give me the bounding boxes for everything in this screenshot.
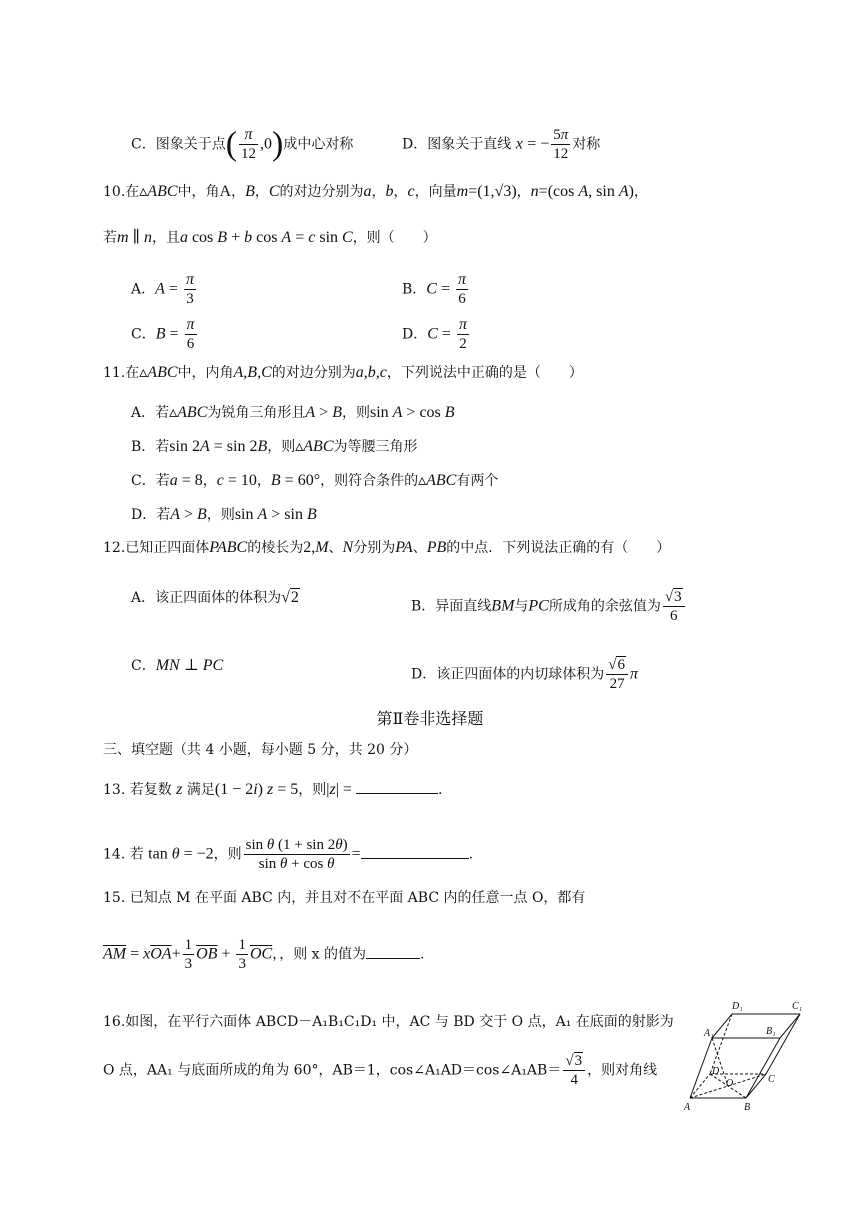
- q16-line1: 16.如图，在平行六面体 ABCD－A₁B₁C₁D₁ 中，AC 与 BD 交于 O 点，A₁ 在底面的射影为: [103, 1014, 674, 1030]
- label-b1: B₁: [766, 1026, 776, 1037]
- q10-option-d: D．C = $\frac{\pi}{2}$: [402, 316, 467, 352]
- parallelepiped-figure: [682, 996, 812, 1120]
- label-a: A: [684, 1102, 691, 1113]
- section-title: 第Ⅱ卷非选择题: [376, 709, 484, 728]
- q16-line2: O 点，AA₁ 与底面所成的角为 60°，AB＝1，cos∠A₁AD＝cos∠A₁AB＝ $\frac{√3}{4}$ ，则对角线: [103, 1053, 658, 1088]
- q12-option-d: D．该正四面体的内切球体积为 $\frac{√6}{27}$ π: [411, 657, 638, 692]
- q9-option-c: C．图象关于点( $\frac{\pi}{12}$ ,0)成中心对称: [131, 125, 354, 163]
- label-d1: D₁: [732, 1001, 743, 1012]
- label-c: C: [768, 1074, 775, 1085]
- q12-option-c: C．MN ⊥ PC: [131, 657, 224, 674]
- q11-option-b: B．若sin 2A = sin 2B，则▵ABC为等腰三角形: [131, 438, 418, 455]
- q10-condition: 若m ∥ n，且a cos B + b cos A = c sin C，则（ ）: [103, 229, 437, 246]
- q10-option-b: B．C = $\frac{\pi}{6}$: [402, 271, 467, 307]
- label-c1: C₁: [792, 1001, 803, 1012]
- q11-option-d: D．若A > B，则sin A > sin B: [131, 506, 317, 523]
- q15-equation: $\overline{AM} = x\overline{OA}+$ $\frac{1}{3}$ $\overline{OB}$ + $\frac{1}{3}$ $\overline{OC}$，，则 x 的值为 .: [103, 937, 425, 972]
- q12-option-a: A．该正四面体的体积为√2: [131, 589, 299, 606]
- label-d: D: [712, 1066, 720, 1077]
- fill-in-heading: 三、填空题（共 4 小题，每小题 5 分，共 20 分）: [103, 742, 418, 758]
- q13: 13. 若复数 z 满足(1 − 2i) z = 5，则|z| = .: [103, 781, 443, 798]
- label-o: O: [726, 1078, 734, 1089]
- label-a1: A₁: [704, 1028, 714, 1039]
- q10-stem: 10.在▵ABC中，角A，B，C的对边分别为a，b，c，向量m=(1,√3)，n=(cos A, sin A)，: [103, 183, 648, 200]
- q12-stem: 12.已知正四面体PABC的棱长为2,M、N分别为PA、PB的中点．下列说法正确的有（ ）: [103, 539, 671, 556]
- q10-option-a: A．A = $\frac{\pi}{3}$: [131, 271, 194, 307]
- label-b: B: [744, 1102, 751, 1113]
- q11-option-a: A．若▵ABC为锐角三角形且A > B，则sin A > cos B: [131, 404, 455, 421]
- q12-option-b: B．异面直线BM与PC所成角的余弦值为 $\frac{√3}{6}$: [411, 588, 687, 625]
- q14: 14. 若 tan θ = −2，则 $\frac{\text{sin θ (1 + sin 2θ)}}{\text{sin θ + cos θ}}$ = .: [103, 837, 474, 872]
- q11-stem: 11.在▵ABC中，内角A,B,C的对边分别为a,b,c，下列说法中正确的是（ ）: [103, 364, 583, 381]
- q11-option-c: C．若a = 8，c = 10，B = 60°，则符合条件的▵ABC有两个: [131, 472, 499, 489]
- q9-option-d: D．图象关于直线 x = − $\frac{5\pi}{12}$ 对称: [402, 127, 601, 162]
- q10-option-c: C．B = $\frac{\pi}{6}$: [131, 316, 195, 352]
- q15-line1: 15. 已知点 M 在平面 ABC 内，并且对不在平面 ABC 内的任意一点 O，都有: [103, 890, 586, 906]
